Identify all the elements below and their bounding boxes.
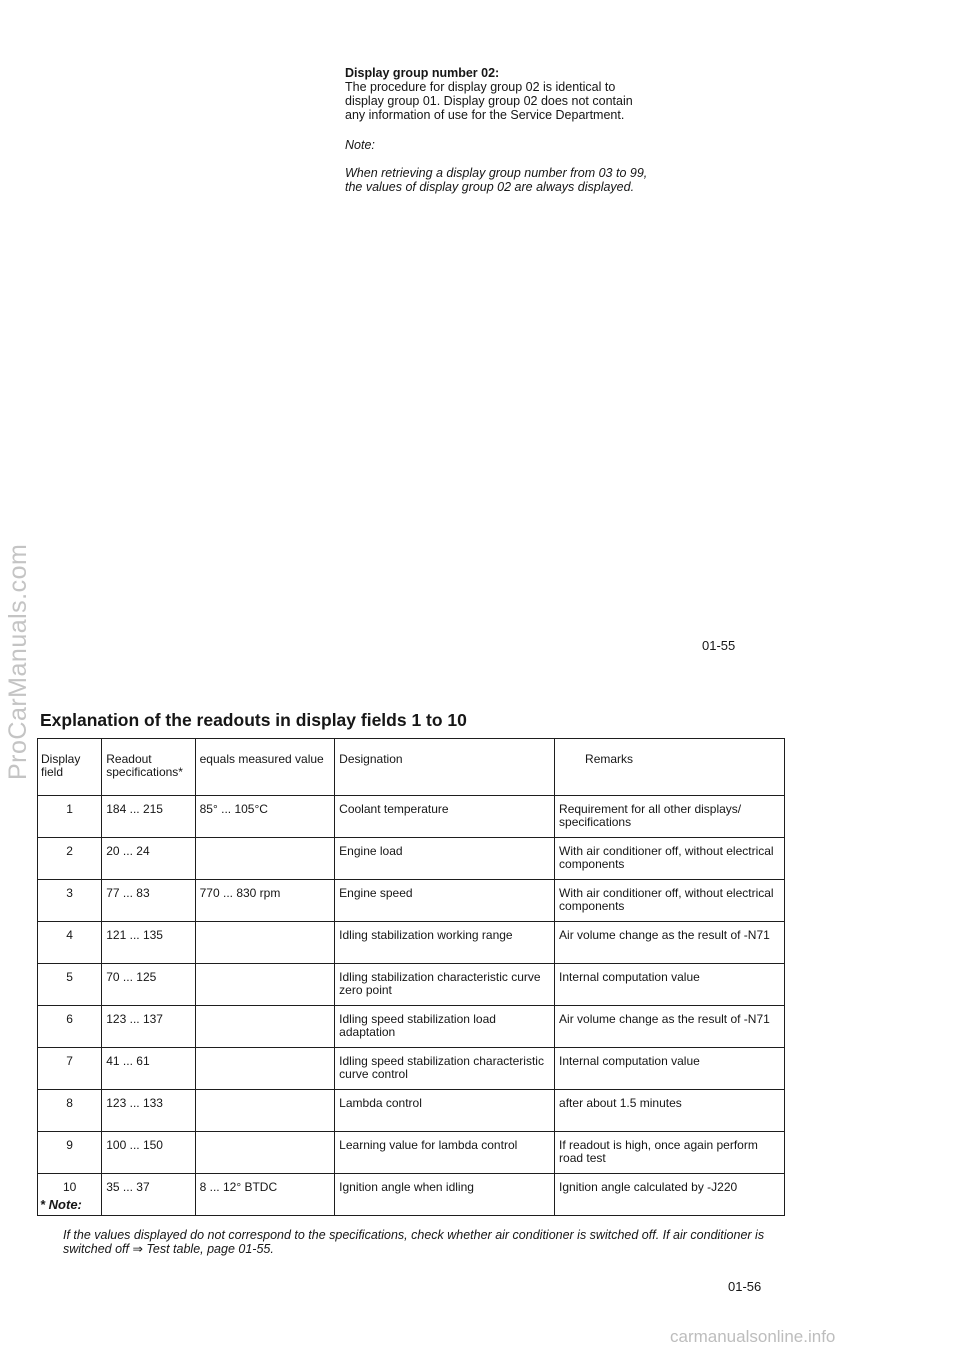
cell-remarks: Air volume change as the result of -N71 <box>555 922 785 964</box>
cell-value <box>195 838 335 880</box>
cell-spec: 41 ... 61 <box>102 1048 195 1090</box>
cell-value <box>195 1132 335 1174</box>
cell-spec: 123 ... 137 <box>102 1006 195 1048</box>
table-row <box>38 922 785 964</box>
page-number-first: 01-55 <box>702 638 736 653</box>
cell-spec: 123 ... 133 <box>102 1090 195 1132</box>
cell-field: 10 <box>38 1174 102 1216</box>
cell-spec: 20 ... 24 <box>102 838 195 880</box>
cell-spec: 35 ... 37 <box>102 1174 195 1216</box>
cell-field: 3 <box>38 880 102 922</box>
cell-remarks: after about 1.5 minutes <box>555 1090 785 1132</box>
note-label: Note: <box>345 138 375 152</box>
note-text: When retrieving a display group number from 03 to 99, the values of display group 02 are always displayed. <box>345 166 648 194</box>
cell-remarks: Internal computation value <box>555 964 785 1006</box>
cell-value <box>195 964 335 1006</box>
cell-value: 770 ... 830 rpm <box>195 880 335 922</box>
cell-designation: Engine speed <box>335 880 555 922</box>
header-remarks: Remarks <box>555 739 785 796</box>
cell-designation: Idling speed stabilization load adaptation <box>335 1006 555 1048</box>
table-row <box>38 838 785 880</box>
header-measured-value: equals measured value <box>195 739 335 796</box>
display-group-02-section <box>345 66 655 194</box>
side-watermark: ProCarManuals.com <box>4 543 32 780</box>
cell-remarks: With air conditioner off, without electrical components <box>555 880 785 922</box>
cell-spec: 100 ... 150 <box>102 1132 195 1174</box>
cell-remarks: Ignition angle calculated by -J220 <box>555 1174 785 1216</box>
cell-remarks: If readout is high, once again perform road test <box>555 1132 785 1174</box>
table-row <box>38 964 785 1006</box>
header-display-field: Display field <box>38 739 102 796</box>
cell-spec: 184 ... 215 <box>102 796 195 838</box>
cell-spec: 121 ... 135 <box>102 922 195 964</box>
cell-spec: 77 ... 83 <box>102 880 195 922</box>
footnote-label: * Note: <box>40 1197 82 1212</box>
footnote-text: If the values displayed do not correspond to the specifications, check whether air conditioner is switched off. If air conditioner is switched off ⇒ Test table, page 01-55. <box>63 1228 765 1256</box>
table-row <box>38 1132 785 1174</box>
cell-designation: Idling speed stabilization characteristic curve control <box>335 1048 555 1090</box>
cell-field: 5 <box>38 964 102 1006</box>
cell-designation: Ignition angle when idling <box>335 1174 555 1216</box>
cell-value <box>195 1090 335 1132</box>
cell-designation: Idling stabilization working range <box>335 922 555 964</box>
table-row <box>38 796 785 838</box>
cell-remarks: Internal computation value <box>555 1048 785 1090</box>
cell-field: 2 <box>38 838 102 880</box>
table-row <box>38 1174 785 1216</box>
cell-designation: Coolant temperature <box>335 796 555 838</box>
cell-value: 85° ... 105°C <box>195 796 335 838</box>
cell-field: 9 <box>38 1132 102 1174</box>
cell-field: 7 <box>38 1048 102 1090</box>
cell-remarks: Air volume change as the result of -N71 <box>555 1006 785 1048</box>
table-row <box>38 1048 785 1090</box>
cell-designation: Learning value for lambda control <box>335 1132 555 1174</box>
cell-field: 6 <box>38 1006 102 1048</box>
header-designation: Designation <box>335 739 555 796</box>
cell-value <box>195 1006 335 1048</box>
cell-value <box>195 1048 335 1090</box>
cell-value: 8 ... 12° BTDC <box>195 1174 335 1216</box>
table-row <box>38 1006 785 1048</box>
table-row <box>38 880 785 922</box>
table-header-row <box>38 739 785 796</box>
cell-field: 8 <box>38 1090 102 1132</box>
cell-spec: 70 ... 125 <box>102 964 195 1006</box>
cell-remarks: With air conditioner off, without electrical components <box>555 838 785 880</box>
page-number-second: 01-56 <box>728 1279 762 1294</box>
cell-field: 1 <box>38 796 102 838</box>
cell-value <box>195 922 335 964</box>
cell-remarks: Requirement for all other displays/ specifications <box>555 796 785 838</box>
display-group-body: The procedure for display group 02 is identical to display group 01. Display group 02 does not contain any information of use for the Service Department. <box>345 80 633 122</box>
readouts-table <box>37 738 785 1216</box>
cell-designation: Idling stabilization characteristic curve zero point <box>335 964 555 1006</box>
section-title: Explanation of the readouts in display fields 1 to 10 <box>40 710 467 730</box>
cell-field: 4 <box>38 922 102 964</box>
table-row <box>38 1090 785 1132</box>
header-readout-spec: Readout specifications* <box>102 739 195 796</box>
cell-designation: Engine load <box>335 838 555 880</box>
display-group-heading: Display group number 02: <box>345 66 500 80</box>
bottom-watermark: carmanualsonline.info <box>670 1327 836 1346</box>
cell-designation: Lambda control <box>335 1090 555 1132</box>
